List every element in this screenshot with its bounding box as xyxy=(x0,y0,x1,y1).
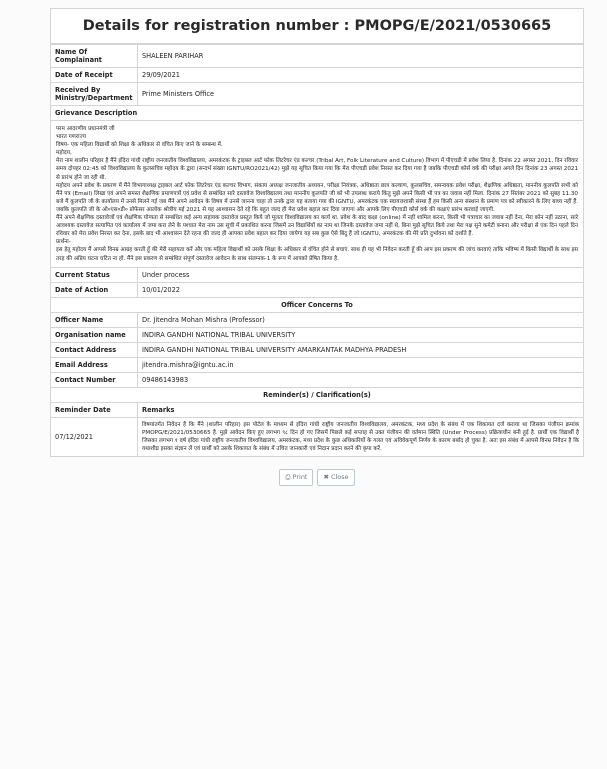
phone-row xyxy=(51,372,584,387)
email-label: Email Address xyxy=(51,357,138,372)
email-value: jitendra.mishra@igntu.ac.in xyxy=(138,357,584,372)
reminders-header-row xyxy=(51,402,584,417)
grievance-line: मैंने अपने शैक्षणिक दस्तावेजों एवं शैक्षणिक योग्यता से सम्बंधित कई अन्य सहायक दस्तावेज प्रस्तुत किये जो मूलतः विश्वविद्यालय का कार्य था. प्रवेश के बाद कक्षा (online) में नहीं शामिल करना, किसी भी पत्राचार का जवाब नहीं देना, मेरा कोन नहीं उठाना, सारे आवश्यक दस्तावेज सत्यापित एवं कार्यालय में जमा करा लेने के पश्चात मेरा नाम उस सूची में प्रकाशित करना जिसमें उन विद्यार्थियों का नाम था जिनके दस्तावेज जमा नहीं थे, बिना मुझे सूचित किये तथा मेरा पक्ष सुने कमेटी बनाना और परीक्षा से एक दिन पहले दिन रविवार को मेरा प्रवेश निरस्त कर देना, इसके बाद भी आश्वासन देते रहना की जल्द ही आपका प्रवेश बहाल कर दिया जायेगा यह सब कुछ ऐसे बिंदु हैं जो IGNTU, अमरकंटक की मेरे प्रति दुर्भावना को दर्शाते हैं. xyxy=(56,215,578,238)
receipt-date-value: 29/09/2021 xyxy=(138,68,584,83)
page-title: Details for registration number : PMOPG/E/2021/0530665 xyxy=(50,8,584,44)
reminder-remarks: विषयांतर्गत निवेदन है कि मैंने (शालीन परिहार) इस पोर्टल के माध्यम से इंदिरा गांधी राष्ट्रीय जनजातीय विश्वविद्यालय, अमरकंटक, मध्य प्रदेश के संबंध में एक शिकायत दर्ज कराया था जिसका पंजीयन क्रमांक PMOPG/E/2021/0530665 है. मुझे आवेदन किए हुए लगभग ९८ दिन हो गए जिसमें पिछले कई सप्ताह से उक्त पंजीयन की वर्तमान स्थिति (Under Process) प्रक्रियाधीन बनी हुई है. प्रार्थी एक विद्यार्थी है जिसका लगभग १ वर्ष इंदिरा गांधी राष्ट्रीय जनजातीय विश्वविद्यालय, अमरकंटक, मध्य प्रदेश के कुछ अधिकारियों के गलत एवं अविवेकपूर्ण निर्णय के कारण बर्बाद हो चुका है. अतः इस संबंध में आपसे विनम्र निवेदन है कि यथाशीघ्र इसका संज्ञान लें एवं प्रार्थी को उसके शिकायत के संबंध में उचित जानकारी एवं निदान प्रदान करने की कृपा करें. xyxy=(138,417,584,456)
grievance-label: Grievance Description xyxy=(51,106,584,121)
reminders-section-title: Reminder(s) / Clarification(s) xyxy=(51,387,584,402)
reminder-date-header: Reminder Date xyxy=(51,402,138,417)
received-by-row xyxy=(51,83,584,106)
remarks-header: Remarks xyxy=(138,402,584,417)
complainant-row xyxy=(51,45,584,68)
action-date-label: Date of Action xyxy=(51,282,138,297)
details-sheet xyxy=(50,8,584,486)
received-by-value: Prime Ministers Office xyxy=(138,83,584,106)
print-label: Print xyxy=(292,473,308,482)
status-value: Under process xyxy=(138,267,584,282)
email-row xyxy=(51,357,584,372)
complainant-label: Name Of Complainant xyxy=(51,45,138,68)
organisation-value: INDIRA GANDHI NATIONAL TRIBAL UNIVERSITY xyxy=(138,327,584,342)
grievance-line: इस हेतु महोदय मैं आपसे विनम्र आग्रह करती हूँ की मेरी सहायता करें और एक महिला विद्यार्थी को उसके शिक्षा के अधिकार से वंचित होने से बचाएं. साथ ही यह भी निवेदन करती हूँ की आप इस प्रकरण की जांच करवाएं ताकि भविष्य में किसी विद्यार्थी के साथ इस तरह की अप्रिय घटना घटित ना हो. मैंने इस प्रकरण से सम्बंधित संपूर्ण दस्तावेज आवेदन के साथ संलग्नक-1 के रूप में आपको प्रेषित किया है. xyxy=(56,247,578,262)
grievance-line: महोदय, xyxy=(56,150,72,157)
details-table xyxy=(50,44,584,457)
officer-name-row xyxy=(51,312,584,327)
grievance-line: प्रार्थना- xyxy=(56,239,71,246)
grievance-row xyxy=(51,121,584,268)
address-label: Contact Address xyxy=(51,342,138,357)
close-icon: ✖ xyxy=(323,473,329,482)
close-button[interactable] xyxy=(317,469,354,486)
officer-name-label: Officer Name xyxy=(51,312,138,327)
grievance-line: महोदय अपने प्रवेश के प्रकरण में मैंने विभागाध्यक्ष ट्राइबल आर्ट फोक लिटरेचर एंड कल्चर विभाग, संकाय अध्यक्ष जनजातीय अध्ययन, परीक्षा नियंत्रक, अधिष्ठाता छात्र कल्याण, कुलसचिव, समन्वयक प्रवेश परीक्षा, शैक्षणिक अधिष्ठाता, माननीय कुलपति सभी को मैंने पत्र (Email) लिखा एवं अपने समस्त शैक्षणिक प्रमाणपत्रों एवं प्रवेश से सम्बंधित सारे दस्तावेज विश्वविद्यालय तथा माननीय कुलपति जी को भी उपलब्ध कराये किंतु मुझे अपने किसी भी पत्र का जवाब नहीं मिला. दिनांक 27 सितंबर 2021 को सुबह 11.30 बजे मैं कुलपति जी के कार्यालय में उनसे मिलने गई जब मैंने अपने आवेदन के विषय में उनसे जानना चाहा तो उनके द्वारा यह बताया गया की IGNTU, अमरकंटक एक स्वायत्तशासी संस्था हैं हम किसी अन्य संस्थान के प्रमाण पत्र को स्वीकारने के लिए बाध्य नहीं हैं. जबकि कुलपति जी के ओ०एस०डी० प्रोफेसर आलोक श्रोत्रीय मई 2021 से यह आश्वासन देते रहे कि बहुत जल्द ही मेरा प्रवेश बहाल कर दिया जाएगा और आपके लिए पीएचडी कोर्स वर्क की कक्षाएं प्रारंभ करवाई जाएगी. xyxy=(56,182,578,213)
reminders-section-row xyxy=(51,387,584,402)
officer-section-row xyxy=(51,297,584,312)
action-date-value: 10/01/2022 xyxy=(138,282,584,297)
status-row xyxy=(51,267,584,282)
phone-label: Contact Number xyxy=(51,372,138,387)
grievance-line: परम आदरणीय प्रधानमंत्री जी xyxy=(56,126,115,132)
organisation-label: Organisation name xyxy=(51,327,138,342)
reminder-date: 07/12/2021 xyxy=(51,417,138,456)
print-button[interactable] xyxy=(279,469,313,486)
grievance-line: मेरा नाम शालीन परिहार है मैंने इंदिरा गांधी राष्ट्रीय जनजातीय विश्वविद्यालय, अमरकंटक के ट्राइबल आर्ट फोक लिटरेचर एंड कल्चर (Tribal Art, Folk Literature and Culture) विभाग में पीएचडी में प्रवेश लिया है. दिनांक 22 अगस्त 2021, दिन रविवार समय दोपहर 02:45 को विश्वविद्यालय के कुलसचिव महोदय के द्वारा (सन्दर्भ संख्या IGNTU/RO2021/42) मुझे यह सूचित किया गया कि मेरा पीएचडी प्रवेश निरस्त कर दिया गया है जबकि पीएचडी कोर्स वर्क की परीक्षा अगले दिन दिनांक 23 अगस्त 2021 से प्रारंभ होने जा रही थी. xyxy=(56,158,578,181)
receipt-date-row xyxy=(51,68,584,83)
officer-section-title: Officer Concerns To xyxy=(51,297,584,312)
phone-value: 09486143983 xyxy=(138,372,584,387)
receipt-date-label: Date of Receipt xyxy=(51,68,138,83)
organisation-row xyxy=(51,327,584,342)
action-date-row xyxy=(51,282,584,297)
address-row xyxy=(51,342,584,357)
received-by-label: Received By Ministry/Department xyxy=(51,83,138,106)
reminder-row xyxy=(51,417,584,456)
grievance-description xyxy=(51,121,584,268)
officer-name-value: Dr. Jitendra Mohan Mishra (Professor) xyxy=(138,312,584,327)
print-icon: ⎙ xyxy=(285,472,291,481)
close-label: Close xyxy=(330,473,349,482)
status-label: Current Status xyxy=(51,267,138,282)
grievance-line: भारत गणराज्य xyxy=(56,134,87,141)
grievance-header-row xyxy=(51,106,584,121)
complainant-value: SHALEEN PARIHAR xyxy=(138,45,584,68)
address-value: INDIRA GANDHI NATIONAL TRIBAL UNIVERSITY AMARKANTAK MADHYA PRADESH xyxy=(138,342,584,357)
action-buttons xyxy=(50,469,584,486)
grievance-line: विषय- एक महिला विद्यार्थी को शिक्षा के अधिकार से वंचित किए जाने के सम्बन्ध में. xyxy=(56,142,223,149)
